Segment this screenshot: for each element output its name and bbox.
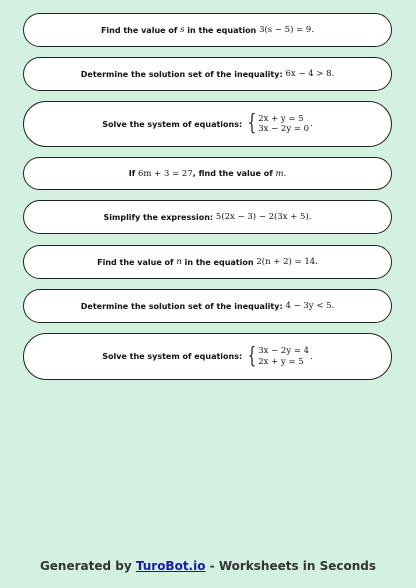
question-text: Solve the system of equations: [102,119,243,129]
question-5 [23,200,392,234]
math-expression: 6x − 4 > 8 [285,69,332,79]
question-text: Find the value of [97,257,174,267]
turobot-link[interactable]: TuroBot.io [135,559,206,573]
question-2 [23,57,392,91]
footer-suffix: - Worksheets in Seconds [205,559,377,573]
period: . [308,212,312,222]
equation-line: 3x − 2y = 4 [258,346,310,356]
equation-system [245,113,313,135]
period: . [310,119,313,129]
period: . [331,301,335,311]
math-variable: s [180,25,185,35]
brace-icon: { [248,343,257,369]
footer-prefix: Generated by [39,559,136,573]
question-3 [23,101,392,147]
question-6 [23,245,392,279]
math-expression: 4 − 3y < 5 [285,301,332,311]
brace-icon: { [248,111,257,136]
question-text: Simplify the expression: [103,212,214,222]
math-variable: n [176,257,182,267]
period: . [283,168,287,179]
question-1 [23,13,392,47]
period: . [310,351,313,362]
math-expression: 2(n + 2) = 14 [256,257,316,267]
math-expression: 6m + 3 = 27 [138,168,193,179]
question-text: Determine the solution set of the inequality: [80,69,283,79]
question-text: If [128,169,136,178]
equation-line: 2x + y = 5 [258,113,304,124]
period: . [331,69,335,79]
period: . [315,257,318,267]
question-text: Solve the system of equations: [102,352,243,361]
equation-system [245,343,313,369]
period: . [311,25,315,35]
equation-line: 2x + y = 5 [258,356,304,367]
question-text: in the equation [184,257,254,267]
math-variable: m [275,168,284,179]
math-expression: 5(2x − 3) − 2(3x + 5) [215,212,309,222]
footer [0,559,416,573]
question-text: Determine the solution set of the inequality: [80,301,283,311]
question-8 [23,333,392,380]
question-text: Find the value of [100,25,178,35]
math-expression: 3(s − 5) = 9 [259,25,312,35]
question-7 [23,289,392,323]
question-4 [23,157,392,190]
equation-line: 3x − 2y = 0 [258,124,310,134]
question-text: , find the value of [192,169,273,178]
question-text: in the equation [187,25,257,35]
